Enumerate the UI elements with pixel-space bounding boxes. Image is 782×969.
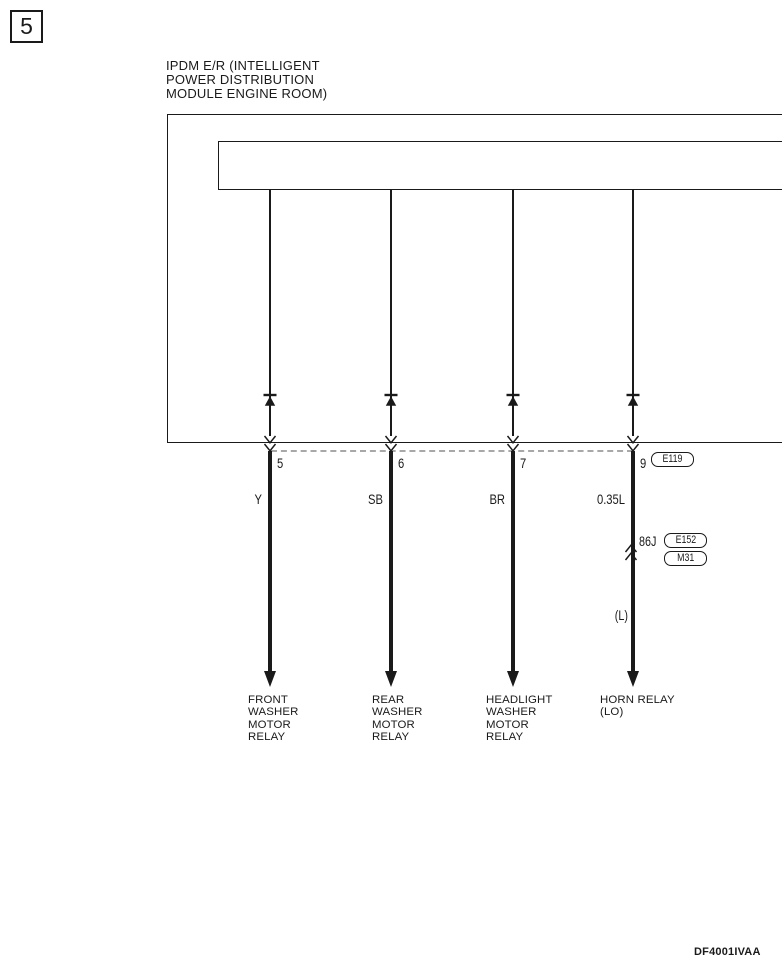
wire-color-label: BR bbox=[489, 491, 505, 507]
figure-number: 5 bbox=[20, 13, 33, 39]
wire-end-arrow-icon bbox=[627, 671, 639, 687]
connector-boundary-dashed-line bbox=[271, 450, 633, 452]
wire-color-label: SB bbox=[368, 491, 383, 507]
splice-code: 86J bbox=[639, 534, 657, 549]
diode-icon bbox=[625, 393, 641, 407]
component-label-line: MOTOR bbox=[486, 718, 529, 731]
pin-number: 7 bbox=[520, 455, 527, 471]
pin-number: 9 bbox=[640, 455, 647, 471]
component-label bbox=[600, 694, 675, 719]
wire-end-arrow-icon bbox=[507, 671, 519, 687]
component-label-line: (LO) bbox=[600, 706, 624, 719]
component-label-line: MOTOR bbox=[248, 718, 291, 731]
component-label bbox=[486, 694, 553, 743]
component-label-line: HEADLIGHT bbox=[486, 694, 553, 706]
pin-number: 6 bbox=[398, 455, 405, 471]
diode-icon bbox=[262, 393, 278, 407]
component-label-line: MOTOR bbox=[372, 718, 415, 731]
connector-badge-e119 bbox=[651, 452, 694, 467]
wire-end-arrow-icon bbox=[264, 671, 276, 687]
wire-segment bbox=[389, 451, 394, 672]
connector-badge-m31 bbox=[664, 551, 707, 566]
module-title-line: POWER DISTRIBUTION bbox=[166, 72, 315, 87]
component-label-line: RELAY bbox=[372, 730, 410, 743]
component-label-line: WASHER bbox=[248, 706, 299, 719]
module-title-line: MODULE ENGINE ROOM) bbox=[166, 86, 328, 101]
wire-color-label: Y bbox=[254, 491, 262, 507]
wire-segment bbox=[631, 451, 636, 672]
component-label-line: RELAY bbox=[486, 730, 524, 743]
inline-connector-icon bbox=[624, 544, 638, 561]
ipdm-internal-block bbox=[218, 141, 782, 190]
wire-segment bbox=[511, 451, 516, 672]
module-title-line: IPDM E/R (INTELLIGENT bbox=[166, 58, 320, 73]
pin-number: 5 bbox=[277, 455, 284, 471]
component-label-line: HORN RELAY bbox=[600, 694, 675, 706]
connector-badge-label: E119 bbox=[662, 453, 683, 465]
connector-badge-label: E152 bbox=[675, 534, 696, 546]
component-label-line: REAR bbox=[372, 694, 405, 706]
component-label-line: WASHER bbox=[486, 706, 537, 719]
component-label bbox=[372, 694, 422, 743]
connector-badge-label: M31 bbox=[676, 552, 695, 564]
diagram-code: DF4001IVAA bbox=[694, 946, 761, 958]
diode-icon bbox=[505, 393, 521, 407]
component-label bbox=[248, 694, 298, 743]
wire-segment bbox=[268, 451, 273, 672]
figure-number-badge bbox=[10, 10, 43, 43]
wire-color-after-label: (L) bbox=[614, 608, 628, 623]
connector-badge-e152 bbox=[664, 533, 707, 548]
wire-color-label: 0.35L bbox=[596, 491, 625, 507]
component-label-line: RELAY bbox=[248, 730, 286, 743]
module-title bbox=[166, 59, 327, 101]
component-label-line: FRONT bbox=[248, 694, 288, 706]
wire-end-arrow-icon bbox=[385, 671, 397, 687]
diode-icon bbox=[383, 393, 399, 407]
component-label-line: WASHER bbox=[372, 706, 423, 719]
